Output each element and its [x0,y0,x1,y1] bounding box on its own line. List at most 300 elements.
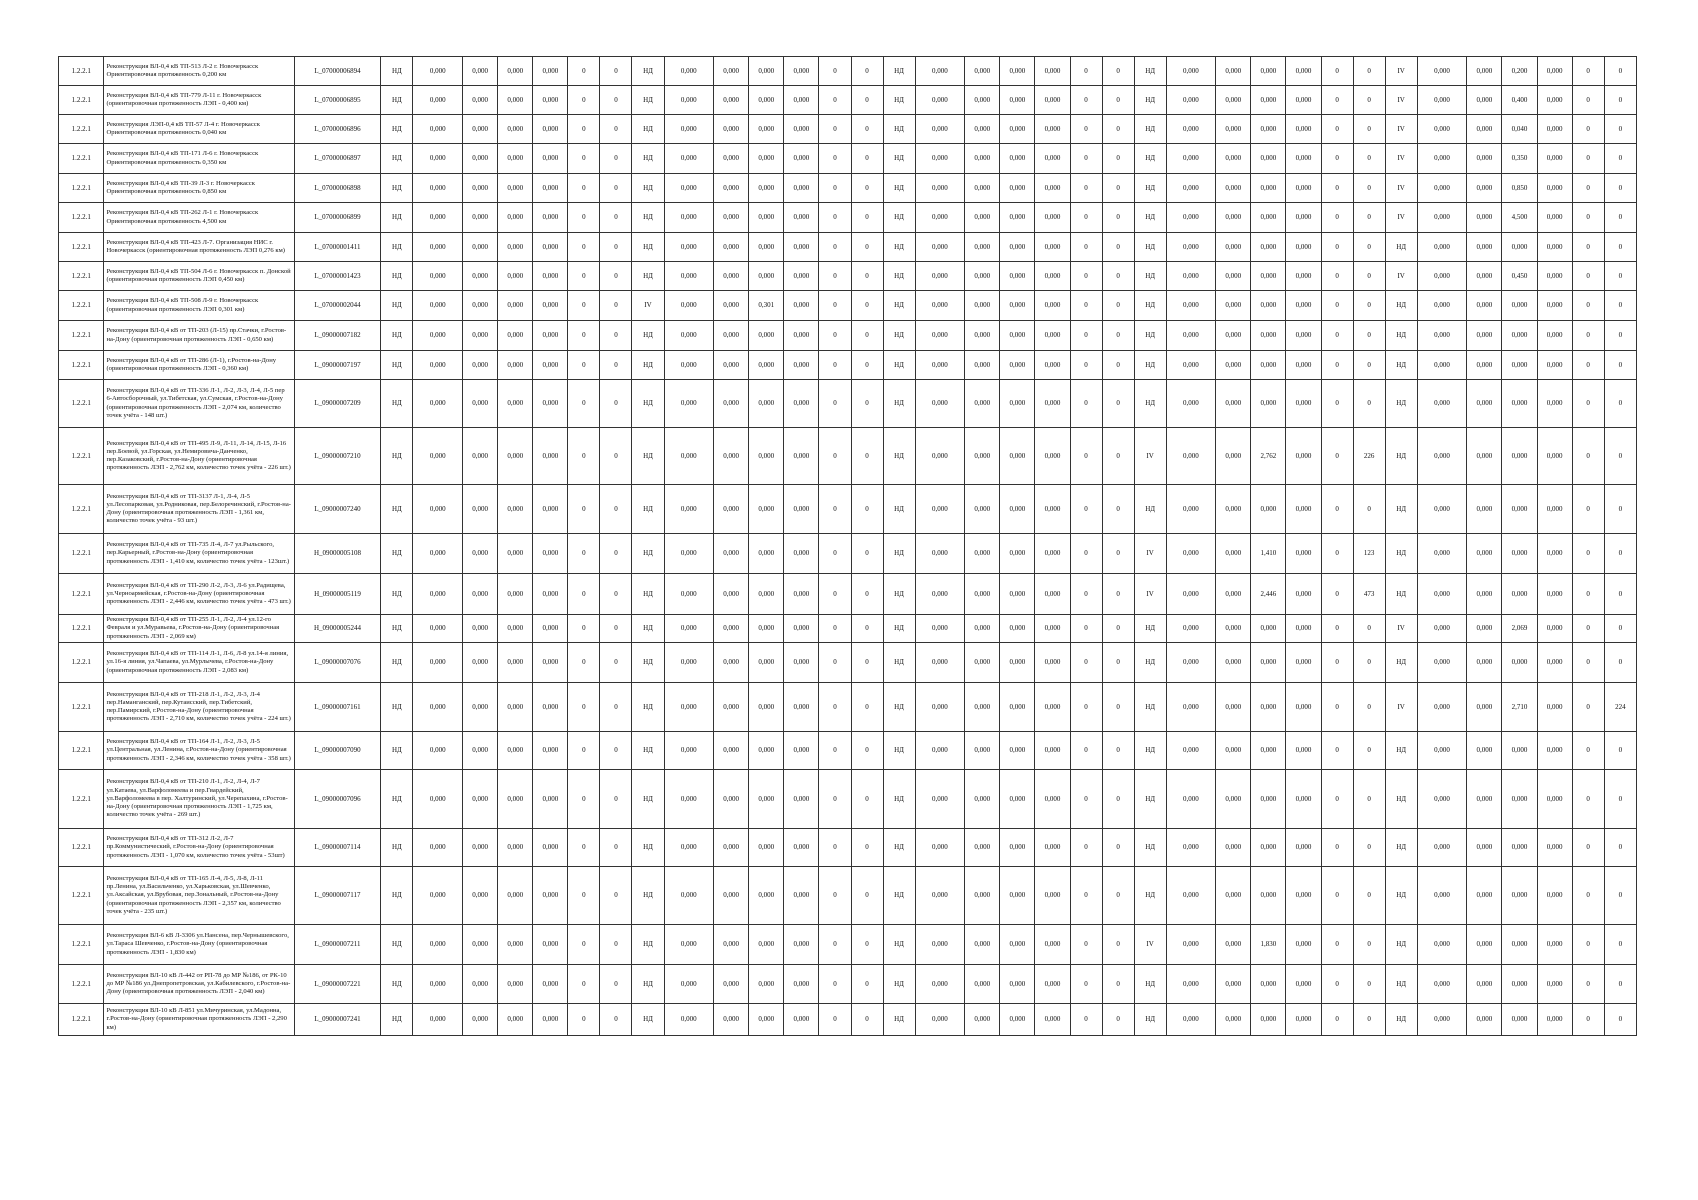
value-cell: 0 [819,291,851,321]
value-cell: 0,000 [1216,965,1251,1004]
value-cell: НД [381,321,413,351]
value-cell: НД [381,770,413,829]
value-cell: НД [632,1004,664,1036]
value-cell: 0 [1102,829,1134,867]
value-cell: 0,000 [1166,174,1216,203]
value-cell: НД [1134,732,1166,770]
value-cell: 0 [1070,574,1102,615]
row-code-cell: 1.2.2.1 [59,829,104,867]
value-cell: 0,000 [1537,683,1572,732]
project-id-cell: L_07000006896 [294,115,381,144]
value-cell: 0,000 [714,57,749,86]
value-cell: 0 [568,291,600,321]
value-cell: 0 [1102,144,1134,174]
value-cell: 0 [1572,965,1604,1004]
value-cell: 0 [1572,57,1604,86]
value-cell: 0 [1604,380,1636,428]
project-id-cell: L_09000007161 [294,683,381,732]
value-cell: 0,000 [1467,732,1502,770]
value-cell: 0,000 [1537,57,1572,86]
value-cell: 0 [1102,428,1134,485]
value-cell: 0,000 [664,534,714,574]
value-cell: 0,000 [749,643,784,683]
value-cell: 0 [1102,262,1134,291]
value-cell: 0,000 [965,86,1000,115]
table-row [59,965,1637,1004]
value-cell: НД [632,965,664,1004]
value-cell: 0,000 [1467,485,1502,534]
value-cell: 0,000 [784,57,819,86]
project-name-cell: Реконструкция ВЛ-0,4 кВ от ТП-312 Л-2, Л-7 пр.Коммунистический, г.Ростов-на-Дону (ориентировочная протяженность ЛЭП - 1,070 км, количество точек учёта - 53шт) [104,829,294,867]
project-name-cell: Реконструкция ВЛ-0,4 кВ ТП-171 Л-6 г. Новочеркасск Ориентировочная протяженность 0,350 км [104,144,294,174]
value-cell: 0,000 [965,1004,1000,1036]
value-cell: 0,000 [1286,1004,1321,1036]
value-cell: 0 [568,925,600,965]
value-cell: 0,000 [1166,829,1216,867]
project-name-cell: Реконструкция ВЛ-0,4 кВ от ТП-218 Л-1, Л-2, Л-3, Л-4 пер.Наманганский, пер.Кутаисский, пер.Тибетский, пер.Памирский, г.Ростов-на-Дону (ориентировочная протяженность ЛЭП - 2,710 км, количество точек учёта - 224 шт.) [104,683,294,732]
value-cell: 0 [600,925,632,965]
value-cell: НД [632,321,664,351]
value-cell: 0,000 [463,115,498,144]
value-cell: 0 [1102,351,1134,380]
value-cell: 0,000 [1286,683,1321,732]
value-cell: 0,000 [784,732,819,770]
value-cell: 0 [1070,233,1102,262]
value-cell: 0 [568,86,600,115]
value-cell: НД [632,829,664,867]
value-cell: 0,000 [965,643,1000,683]
value-cell: 0 [1070,321,1102,351]
value-cell: 0,000 [413,925,463,965]
value-cell: 0,000 [1000,380,1035,428]
value-cell: 0 [1102,867,1134,925]
value-cell: 0 [568,574,600,615]
value-cell: 0,000 [1000,770,1035,829]
value-cell: 0,000 [1417,965,1467,1004]
value-cell: 0 [819,203,851,233]
value-cell: 0,000 [533,262,568,291]
value-cell: 0,000 [1286,233,1321,262]
value-cell: 0,000 [1000,829,1035,867]
value-cell: 0,000 [664,770,714,829]
value-cell: НД [381,485,413,534]
value-cell: 0,000 [784,380,819,428]
project-name-cell: Реконструкция ВЛ-0,4 кВ от ТП-165 Л-4, Л-5, Л-8, Л-11 пр.Ленина, ул.Васильченко, ул.Харьковская, ул.Шевченко, ул.Аксайская, ул.Врубовая, пер.Зональный, г.Ростов-на-Дону (ориентировочная протяженность ЛЭП - 2,357 км, количество точек учёта - 235 шт.) [104,867,294,925]
value-cell: 0,000 [1537,485,1572,534]
value-cell: НД [1134,144,1166,174]
value-cell: 0 [851,867,883,925]
value-cell: 0,000 [1166,321,1216,351]
row-code-cell: 1.2.2.1 [59,574,104,615]
value-cell: 0,000 [1166,351,1216,380]
value-cell: 0,000 [1251,262,1286,291]
value-cell: 0 [851,574,883,615]
value-cell: 0,000 [1537,534,1572,574]
value-cell: 0,000 [915,351,965,380]
value-cell: 0 [1321,574,1353,615]
project-name-cell: Реконструкция ВЛ-0,4 кВ от ТП-114 Л-1, Л-6, Л-8 ул.14-я линия, ул.16-я линия, ул.Чапаева, ул.Мурлычева, г.Ростов-на-Дону (ориентировочная протяженность ЛЭП - 2,083 км) [104,643,294,683]
value-cell: 0 [600,428,632,485]
value-cell: 0 [1572,925,1604,965]
value-cell: 0 [600,683,632,732]
data-table [58,56,1637,1036]
value-cell: НД [883,732,915,770]
value-cell: 0,000 [533,732,568,770]
value-cell: 0 [1353,291,1385,321]
project-name-cell: Реконструкция ВЛ-0,4 кВ от ТП-495 Л-9, Л-11, Л-14, Л-15, Л-16 пер.Боевой, ул.Горская, ул.Немировича-Данченко, пер.Казаковский, г.Ростов-на-Дону (ориентировочная протяженность ЛЭП - 2,762 км, количество точек учёта - 226 шт.) [104,428,294,485]
value-cell: IV [1134,925,1166,965]
value-cell: 0,000 [784,534,819,574]
row-code-cell: 1.2.2.1 [59,321,104,351]
value-cell: 0,000 [1035,829,1070,867]
value-cell: 0,000 [664,643,714,683]
value-cell: 0,000 [463,867,498,925]
value-cell: 0 [1321,770,1353,829]
value-cell: 0,000 [413,262,463,291]
value-cell: IV [1385,615,1417,643]
value-cell: 0,000 [1467,262,1502,291]
value-cell: 2,710 [1502,683,1537,732]
value-cell: 0 [1604,1004,1636,1036]
value-cell: 0,200 [1502,57,1537,86]
value-cell: НД [381,925,413,965]
value-cell: 0,000 [965,262,1000,291]
project-id-cell: L_09000007117 [294,867,381,925]
value-cell: 0 [1353,262,1385,291]
value-cell: 0 [1604,615,1636,643]
value-cell: 0 [1070,925,1102,965]
value-cell: 0,000 [965,574,1000,615]
value-cell: 0,000 [1502,485,1537,534]
value-cell: 0 [1102,683,1134,732]
value-cell: 0 [568,428,600,485]
value-cell: 0,000 [1000,925,1035,965]
project-id-cell: L_09000007241 [294,1004,381,1036]
value-cell: НД [381,351,413,380]
value-cell: 0,000 [463,770,498,829]
row-code-cell: 1.2.2.1 [59,867,104,925]
value-cell: 0,000 [749,770,784,829]
value-cell: 0,000 [1467,86,1502,115]
value-cell: 0,000 [1216,534,1251,574]
value-cell: 0 [568,144,600,174]
value-cell: 0 [600,1004,632,1036]
value-cell: 0,000 [1251,291,1286,321]
value-cell: 0 [1604,174,1636,203]
value-cell: 0,000 [1286,86,1321,115]
project-id-cell: L_09000007211 [294,925,381,965]
value-cell: 0,000 [1216,770,1251,829]
value-cell: 0,000 [533,867,568,925]
value-cell: 0,000 [1467,428,1502,485]
value-cell: 0,000 [749,534,784,574]
value-cell: 0 [819,57,851,86]
value-cell: 0,000 [664,1004,714,1036]
value-cell: 0 [851,262,883,291]
value-cell: 0 [600,643,632,683]
value-cell: 0,000 [915,144,965,174]
value-cell: 0 [1604,965,1636,1004]
value-cell: 0,000 [1502,428,1537,485]
value-cell: 0,000 [463,615,498,643]
value-cell: 0,000 [1035,643,1070,683]
value-cell: 0,000 [1417,380,1467,428]
value-cell: 0,000 [463,321,498,351]
value-cell: 0 [1572,115,1604,144]
value-cell: 0 [1070,291,1102,321]
project-id-cell: H_09000005108 [294,534,381,574]
value-cell: 0,000 [664,57,714,86]
value-cell: 0 [1321,428,1353,485]
value-cell: 0 [851,485,883,534]
value-cell: 0,000 [915,965,965,1004]
value-cell: 0,000 [965,829,1000,867]
value-cell: 0,000 [533,615,568,643]
value-cell: 0 [568,321,600,351]
value-cell: 0,000 [1035,485,1070,534]
value-cell: 0 [1102,643,1134,683]
value-cell: 0,000 [714,174,749,203]
value-cell: 0,000 [915,115,965,144]
value-cell: 0,000 [1286,615,1321,643]
value-cell: 0 [851,351,883,380]
value-cell: 0 [1321,867,1353,925]
value-cell: 0,000 [965,534,1000,574]
value-cell: 0,000 [463,262,498,291]
value-cell: 0,000 [714,770,749,829]
value-cell: 0,000 [413,144,463,174]
value-cell: 0,000 [1035,732,1070,770]
value-cell: 0,000 [915,925,965,965]
value-cell: 0 [1353,1004,1385,1036]
row-code-cell: 1.2.2.1 [59,291,104,321]
project-name-cell: Реконструкция ВЛ-0,4 кВ от ТП-735 Л-4, Л-7 ул.Рыльского, пер.Карьерный, г.Ростов-на-Дону (ориентировочная протяженность ЛЭП - 1,410 км, количество точек учёта - 123шт.) [104,534,294,574]
value-cell: 0 [851,174,883,203]
value-cell: 0 [568,867,600,925]
value-cell: 0,000 [1467,534,1502,574]
value-cell: 0 [1353,829,1385,867]
value-cell: 0 [600,233,632,262]
value-cell: 0,850 [1502,174,1537,203]
value-cell: 0,000 [533,321,568,351]
value-cell: 0 [1353,867,1385,925]
value-cell: НД [632,925,664,965]
value-cell: 0 [600,351,632,380]
value-cell: 0,000 [784,615,819,643]
value-cell: 0 [819,86,851,115]
value-cell: 1,410 [1251,534,1286,574]
value-cell: 0 [819,115,851,144]
value-cell: 0,000 [1216,867,1251,925]
value-cell: 0 [1070,643,1102,683]
value-cell: 0,000 [965,57,1000,86]
value-cell: 0,000 [413,965,463,1004]
value-cell: 0,000 [1000,574,1035,615]
value-cell: 0 [1102,1004,1134,1036]
value-cell: 0,301 [749,291,784,321]
value-cell: 0 [819,732,851,770]
value-cell: 0 [1572,233,1604,262]
value-cell: 0 [1321,57,1353,86]
value-cell: IV [1134,574,1166,615]
value-cell: 0,000 [533,643,568,683]
value-cell: 0 [819,262,851,291]
row-code-cell: 1.2.2.1 [59,428,104,485]
value-cell: 0,000 [1286,428,1321,485]
value-cell: 0,000 [664,829,714,867]
value-cell: 0 [600,534,632,574]
value-cell: 0,000 [1251,867,1286,925]
value-cell: 0,000 [1035,144,1070,174]
value-cell: НД [632,683,664,732]
value-cell: 0 [1070,485,1102,534]
value-cell: 0,000 [463,732,498,770]
value-cell: 0,000 [1216,485,1251,534]
value-cell: 0,000 [413,534,463,574]
value-cell: 0 [819,534,851,574]
value-cell: НД [381,57,413,86]
row-code-cell: 1.2.2.1 [59,925,104,965]
value-cell: 0,000 [413,485,463,534]
value-cell: 0 [1070,57,1102,86]
value-cell: 0,000 [784,485,819,534]
value-cell: НД [1134,57,1166,86]
row-code-cell: 1.2.2.1 [59,534,104,574]
value-cell: 0,000 [965,380,1000,428]
value-cell: 0,000 [413,233,463,262]
value-cell: 0 [1102,115,1134,144]
value-cell: 0 [851,115,883,144]
value-cell: 0 [1070,534,1102,574]
value-cell: 0,000 [1251,732,1286,770]
value-cell: 0 [1604,115,1636,144]
value-cell: 0 [1321,965,1353,1004]
value-cell: 0,000 [498,57,533,86]
value-cell: 0,000 [498,115,533,144]
value-cell: 0,000 [1035,233,1070,262]
value-cell: 0,000 [1467,380,1502,428]
value-cell: 0 [568,534,600,574]
value-cell: 0 [568,233,600,262]
value-cell: 0 [1102,732,1134,770]
value-cell: 0,000 [714,534,749,574]
value-cell: 0 [1572,732,1604,770]
value-cell: 0,000 [1467,1004,1502,1036]
value-cell: 0,000 [1166,380,1216,428]
value-cell: 0,000 [1417,174,1467,203]
value-cell: 0 [568,732,600,770]
value-cell: 0 [1321,174,1353,203]
value-cell: 0 [1353,321,1385,351]
value-cell: НД [381,144,413,174]
value-cell: НД [632,428,664,485]
value-cell: 0,000 [1417,115,1467,144]
value-cell: 0,000 [1216,203,1251,233]
value-cell: 0,000 [1216,574,1251,615]
value-cell: 0 [1321,380,1353,428]
value-cell: 0,000 [1166,732,1216,770]
value-cell: НД [1134,291,1166,321]
value-cell: 0,000 [498,380,533,428]
value-cell: 0 [1321,86,1353,115]
value-cell: 0 [851,144,883,174]
value-cell: 0,000 [413,86,463,115]
value-cell: 0,000 [915,203,965,233]
value-cell: 0 [1102,57,1134,86]
value-cell: 0,000 [1251,115,1286,144]
table-row [59,174,1637,203]
value-cell: 0 [1572,485,1604,534]
value-cell: 0,000 [1417,867,1467,925]
value-cell: 0,000 [1166,534,1216,574]
value-cell: НД [1385,291,1417,321]
value-cell: 0,000 [1537,351,1572,380]
value-cell: 0,000 [1035,534,1070,574]
row-code-cell: 1.2.2.1 [59,1004,104,1036]
value-cell: НД [1385,925,1417,965]
value-cell: 0 [568,683,600,732]
value-cell: 0,000 [1537,732,1572,770]
value-cell: 0 [851,428,883,485]
value-cell: 0,000 [533,534,568,574]
value-cell: 0 [1353,57,1385,86]
value-cell: 0,000 [498,574,533,615]
value-cell: НД [381,174,413,203]
value-cell: 0 [1321,829,1353,867]
value-cell: 2,762 [1251,428,1286,485]
value-cell: 0,000 [1000,233,1035,262]
value-cell: 0 [1102,965,1134,1004]
value-cell: НД [883,534,915,574]
value-cell: НД [883,174,915,203]
value-cell: 0,000 [1537,1004,1572,1036]
value-cell: НД [632,534,664,574]
value-cell: 0,000 [498,485,533,534]
value-cell: 0,000 [413,732,463,770]
value-cell: 0 [1353,144,1385,174]
value-cell: 0,000 [1286,485,1321,534]
value-cell: 0,000 [413,321,463,351]
project-id-cell: L_07000001411 [294,233,381,262]
project-name-cell: Реконструкция ВЛ-10 кВ Л-442 от РП-78 до МР №186, от РК-10 до МР №186 ул.Днепропетровская, ул.Кабилевского, г.Ростов-на-Дону (ориентировочная протяженность ЛЭП - 2,040 км) [104,965,294,1004]
value-cell: 0,040 [1502,115,1537,144]
value-cell: 0 [1604,867,1636,925]
project-id-cell: L_09000007090 [294,732,381,770]
value-cell: НД [381,291,413,321]
value-cell: 0,000 [413,57,463,86]
value-cell: 0 [819,428,851,485]
value-cell: НД [883,485,915,534]
value-cell: 0,000 [498,262,533,291]
value-cell: 0,000 [1216,732,1251,770]
value-cell: 0 [1102,534,1134,574]
value-cell: НД [1134,262,1166,291]
value-cell: 0 [600,615,632,643]
value-cell: 0,000 [714,203,749,233]
value-cell: 0,000 [784,867,819,925]
value-cell: НД [1134,683,1166,732]
value-cell: 0,000 [1537,380,1572,428]
value-cell: 0 [1070,683,1102,732]
value-cell: 0,000 [784,262,819,291]
value-cell: 0,000 [1537,233,1572,262]
value-cell: 0 [1353,203,1385,233]
value-cell: 0,000 [1035,615,1070,643]
value-cell: 0,000 [664,485,714,534]
value-cell: 0,000 [498,1004,533,1036]
value-cell: 0,000 [1216,174,1251,203]
value-cell: 0 [1353,615,1385,643]
